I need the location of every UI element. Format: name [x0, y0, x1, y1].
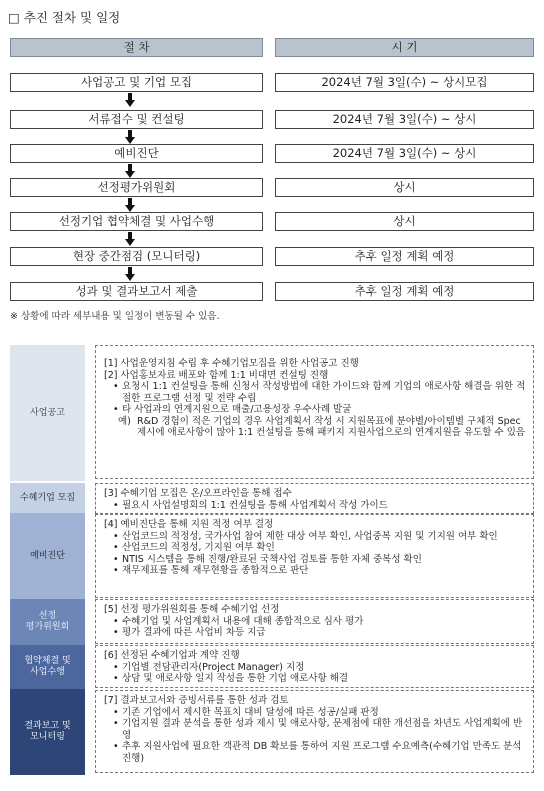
header-step: 절 차 [10, 38, 263, 57]
detail-heading: [4] 예비진단을 통해 지원 적정 여부 결정 [104, 519, 274, 530]
schedule-note: ※ 상황에 따라 세부내용 및 일정이 변동될 수 있음. [10, 311, 220, 322]
detail-stage-label: 수혜기업 모집 [10, 483, 85, 513]
detail-bullet: • 기업별 전담관리자(Project Manager) 지정 [104, 662, 527, 674]
detail-heading: [6] 선정된 수혜기업과 계약 진행 [104, 650, 240, 661]
detail-stage-label: 예비진단 [10, 513, 85, 599]
detail-bullet: • 재무제표를 통해 재무현황을 종합적으로 판단 [104, 565, 527, 577]
step-name: 성과 및 결과보고서 제출 [10, 282, 263, 301]
step-name: 현장 중간점검 (모니터링) [10, 247, 263, 266]
detail-panel [95, 345, 534, 479]
detail-heading: [7] 결과보고서와 증빙서류를 통한 성과 검토 [104, 695, 289, 706]
step-period: 2024년 7월 3일(수) ~ 상시 [275, 144, 534, 163]
detail-stage-label: 사업공고 [10, 345, 85, 481]
detail-bullet: • 산업코드의 적정성, 기지원 여부 확인 [104, 542, 527, 554]
step-period: 상시 [275, 178, 534, 197]
step-name: 선정평가위원회 [10, 178, 263, 197]
detail-stage-label: 선정 평가위원회 [10, 599, 85, 645]
detail-stage-label: 결과보고 및 모니터링 [10, 689, 85, 775]
step-name: 예비진단 [10, 144, 263, 163]
detail-heading: [1] 사업운영지침 수립 후 수혜기업모집을 위한 사업공고 진행 [104, 358, 359, 369]
detail-heading: [5] 선정 평가위원회를 통해 수혜기업 선정 [104, 604, 280, 615]
down-arrow-icon [125, 164, 135, 178]
detail-panel [95, 514, 534, 598]
down-arrow-icon [125, 130, 135, 144]
step-period: 추후 일정 계획 예정 [275, 247, 534, 266]
detail-panel [95, 645, 534, 688]
detail-bullet: • 타 사업과의 연계지원으로 매출/고용성장 우수사례 발굴 [104, 404, 527, 416]
step-name: 사업공고 및 기업 모집 [10, 73, 263, 92]
detail-bullet: • 요청시 1:1 컨설팅을 통해 신청서 작성방법에 대한 가이드와 함께 기업의 애로사항 해결을 위한 적절한 프로그램 선정 및 전략 수립 [104, 381, 527, 404]
detail-bullet: • 수혜기업 및 사업계획서 내용에 대해 종합적으로 심사 평가 [104, 616, 527, 628]
step-name: 서류접수 및 컨설팅 [10, 110, 263, 129]
step-period: 추후 일정 계획 예정 [275, 282, 534, 301]
down-arrow-icon [125, 198, 135, 212]
detail-heading: [3] 수혜기업 모집은 온/오프라인을 통해 접수 [104, 488, 292, 499]
detail-example: 예) R&D 경험이 적은 기업의 경우 사업계획서 작성 시 지원목표에 분야별/아이템별 구체적 Spec 제시에 애로사항이 많아 1:1 컨설팅을 통해 패키지 지원사업으로의 연계지원을 유도할 수 있음 [118, 415, 526, 438]
down-arrow-icon [125, 93, 135, 107]
step-period: 2024년 7월 3일(수) ~ 상시 [275, 110, 534, 129]
detail-bullet: • 추후 지원사업에 필요한 객관적 DB 확보를 통하여 지원 프로그램 수요예측(수혜기업 만족도 분석 진행) [104, 741, 527, 764]
down-arrow-icon [125, 232, 135, 246]
detail-bullet: • 필요시 사업설명회의 1:1 컨설팅을 통해 사업계획서 작성 가이드 [104, 500, 527, 512]
detail-bullet: • 산업코드의 적정성, 국가사업 참여 제한 대상 여부 확인, 사업중복 지원 및 기지원 여부 확인 [104, 531, 527, 543]
step-name: 선정기업 협약체결 및 사업수행 [10, 212, 263, 231]
detail-bullet: • 평가 결과에 따른 사업비 차등 지급 [104, 627, 527, 639]
step-period: 상시 [275, 212, 534, 231]
detail-bullet: • NTIS 시스템을 통해 진행/완료된 국책사업 검토를 통한 자체 중복성 확인 [104, 554, 527, 566]
detail-stage-label: 협약체결 및 사업수행 [10, 645, 85, 689]
detail-bullet: • 상담 및 애로사항 일지 작성을 통한 기업 애로사항 해결 [104, 673, 527, 685]
step-period: 2024년 7월 3일(수) ~ 상시모집 [275, 73, 534, 92]
header-period: 시 기 [275, 38, 534, 57]
detail-panel [95, 690, 534, 773]
detail-bullet: • 기존 기업에서 제시한 목표치 대비 달성에 따른 성공/실패 판정 [104, 707, 527, 719]
down-arrow-icon [125, 267, 135, 281]
detail-bullet: • 기업지원 결과 분석을 통한 성과 제시 및 애로사항, 문제점에 대한 개선점을 차년도 사업계획에 반영 [104, 718, 527, 741]
section-title: □ 추진 절차 및 일정 [8, 10, 121, 25]
detail-heading: [2] 사업홍보자료 배포와 함께 1:1 비대면 컨설팅 진행 [104, 369, 329, 381]
detail-panel [95, 483, 534, 514]
detail-panel [95, 599, 534, 644]
